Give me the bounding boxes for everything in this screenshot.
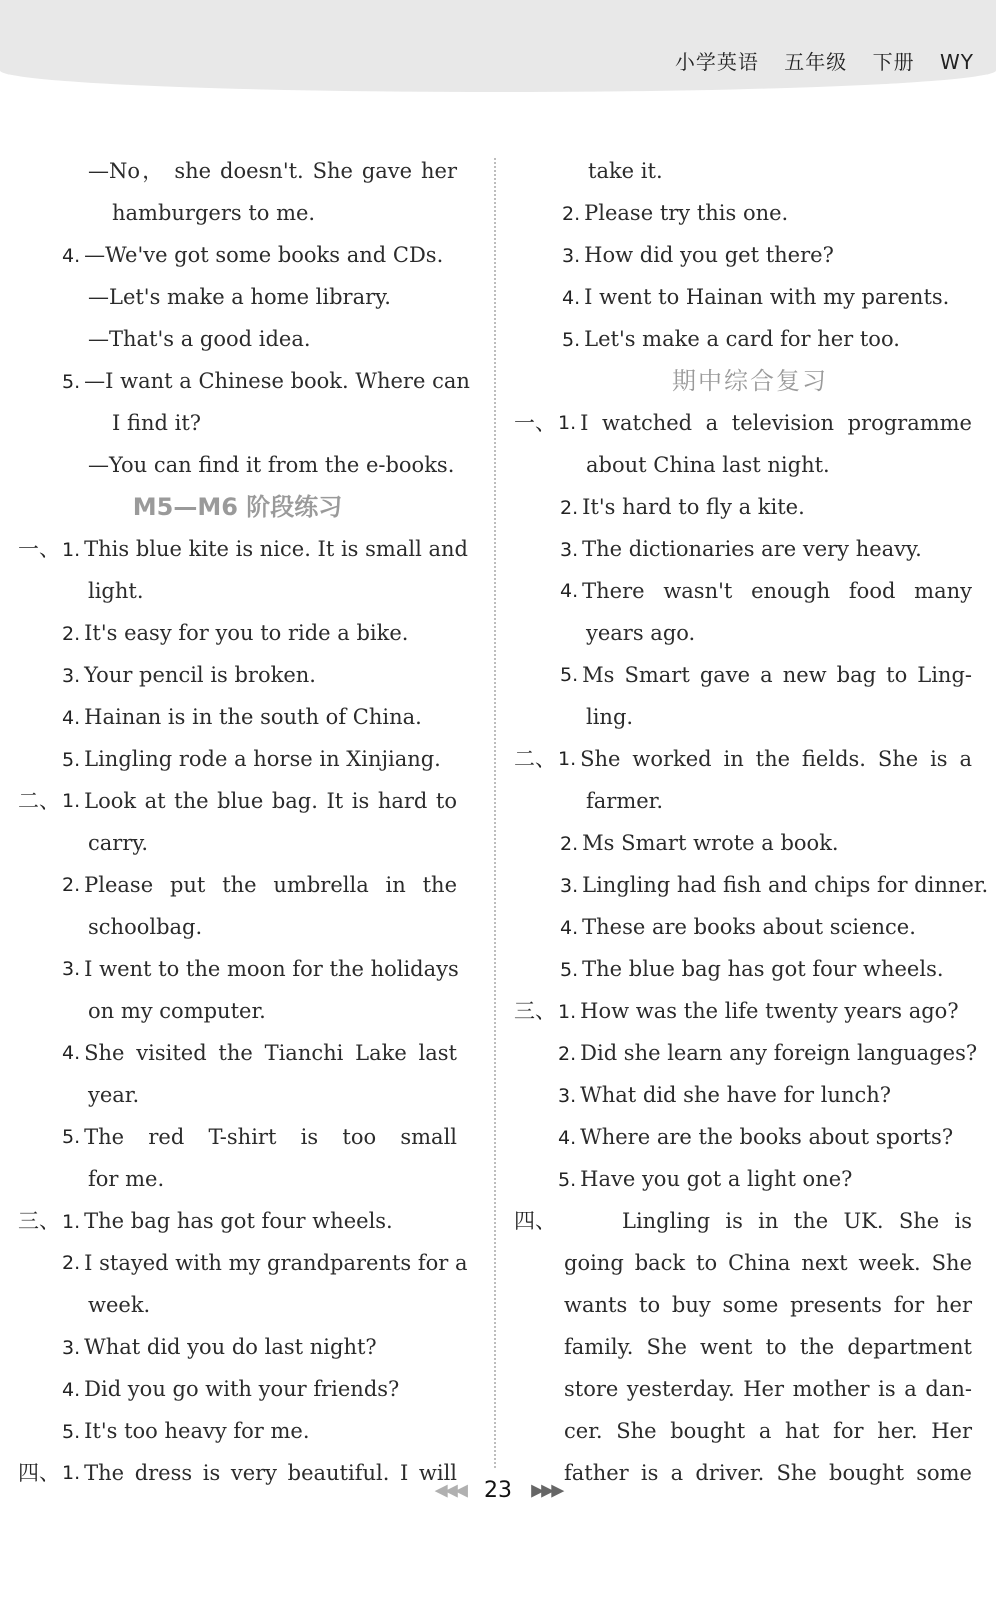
- answer-text: She worked in the fields. She is a: [580, 747, 972, 771]
- answer-text: How was the life twenty years ago?: [580, 999, 959, 1023]
- answer-line: [510, 612, 990, 654]
- column-divider: [494, 158, 496, 1468]
- answer-text: wants to buy some presents for her: [564, 1293, 972, 1317]
- answer-line: [510, 150, 990, 192]
- item-number: 2.: [62, 623, 81, 645]
- answer-line: [0, 948, 475, 990]
- answer-text: Please try this one.: [584, 201, 789, 225]
- answer-text: year.: [88, 1083, 140, 1107]
- item-number: 1.: [558, 412, 577, 434]
- answer-line: [510, 822, 990, 864]
- item-number: 5.: [558, 1169, 577, 1191]
- item-number: 4.: [558, 1127, 577, 1149]
- item-number: 5.: [62, 1421, 81, 1443]
- answer-line: [0, 318, 475, 360]
- answer-text: I stayed with my grandparents for a: [84, 1251, 468, 1275]
- answer-text: take it.: [588, 159, 663, 183]
- answer-text: Your pencil is broken.: [84, 663, 316, 687]
- book-title: 小学英语 五年级 下册 WY: [674, 50, 974, 74]
- answer-line: [0, 1284, 475, 1326]
- item-number: 5.: [62, 1126, 81, 1148]
- section-heading: M5—M6 阶段练习: [132, 493, 343, 521]
- answer-text: Lingling rode a horse in Xinjiang.: [84, 747, 441, 771]
- answer-text: Lingling had fish and chips for dinner.: [582, 873, 989, 897]
- item-number: 4.: [62, 707, 81, 729]
- page-header: [0, 0, 996, 92]
- answer-text: store yesterday. Her mother is a dan-: [564, 1377, 972, 1401]
- item-number: 3.: [560, 539, 579, 561]
- answer-text: —You can find it from the e-books.: [88, 453, 455, 477]
- answer-text: —We've got some books and CDs.: [84, 243, 444, 267]
- answer-line: [510, 906, 990, 948]
- answer-line: [0, 696, 475, 738]
- answer-line: [510, 570, 990, 612]
- item-number: 2.: [562, 203, 581, 225]
- answer-line: [510, 1284, 990, 1326]
- answer-line: [510, 1032, 990, 1074]
- answer-text: father is a driver. She bought some: [564, 1461, 972, 1485]
- answer-text: —I want a Chinese book. Where can: [84, 369, 470, 393]
- answer-line: [0, 612, 475, 654]
- answer-line: [0, 276, 475, 318]
- answer-line: [510, 234, 990, 276]
- answer-line: [510, 738, 990, 780]
- answer-line: [510, 948, 990, 990]
- item-number: 2.: [560, 833, 579, 855]
- answer-text: farmer.: [586, 789, 664, 813]
- answer-text: Hainan is in the south of China.: [84, 705, 422, 729]
- answer-text: light.: [88, 579, 144, 603]
- left-column: [0, 150, 475, 1494]
- answer-text: Have you got a light one?: [580, 1167, 853, 1191]
- section-marker: 二、: [514, 747, 556, 771]
- answer-line: [510, 444, 990, 486]
- answer-text: The bag has got four wheels.: [84, 1209, 393, 1233]
- answer-text: —Let's make a home library.: [88, 285, 391, 309]
- answer-line: [0, 444, 475, 486]
- answer-line: [510, 486, 990, 528]
- item-number: 1.: [62, 539, 81, 561]
- answer-line: [510, 318, 990, 360]
- answer-text: How did you get there?: [584, 243, 834, 267]
- item-number: 3.: [62, 958, 81, 980]
- answer-text: going back to China next week. She: [564, 1251, 972, 1275]
- item-number: 4.: [560, 580, 579, 602]
- answer-line: [510, 1116, 990, 1158]
- answer-line: [0, 1032, 475, 1074]
- answer-line: [510, 1074, 990, 1116]
- answer-text: It's too heavy for me.: [84, 1419, 310, 1443]
- answer-line: [0, 1116, 475, 1158]
- answer-text: Lingling is in the UK. She is: [622, 1209, 972, 1233]
- answer-line: [0, 1410, 475, 1452]
- answer-line: [0, 1326, 475, 1368]
- item-number: 2.: [62, 874, 81, 896]
- answer-line: [510, 696, 990, 738]
- item-number: 2.: [558, 1043, 577, 1065]
- answer-line: [510, 192, 990, 234]
- answer-text: —No， she doesn't. She gave her: [88, 159, 457, 183]
- answer-line: [510, 654, 990, 696]
- item-number: 1.: [62, 790, 81, 812]
- item-number: 1.: [558, 748, 577, 770]
- item-number: 5.: [560, 664, 579, 686]
- answer-line: [0, 402, 475, 444]
- answer-text: schoolbag.: [88, 915, 203, 939]
- answer-text: What did you do last night?: [84, 1335, 377, 1359]
- answer-text: I went to Hainan with my parents.: [584, 285, 950, 309]
- answer-text: There wasn't enough food many: [582, 579, 972, 603]
- section-heading: 期中综合复习: [672, 367, 828, 395]
- answer-text: Let's make a card for her too.: [584, 327, 900, 351]
- answer-text: for me.: [88, 1167, 165, 1191]
- page-footer: [0, 1478, 996, 1518]
- answer-text: Did you go with your friends?: [84, 1377, 400, 1401]
- right-column: [510, 150, 990, 1494]
- answer-text: week.: [88, 1293, 151, 1317]
- answer-line: [0, 528, 475, 570]
- answer-line: [0, 822, 475, 864]
- answer-line: [0, 1242, 475, 1284]
- section-marker: 三、: [514, 999, 556, 1023]
- answer-text: She visited the Tianchi Lake last: [84, 1041, 457, 1065]
- answer-text: This blue kite is nice. It is small and: [84, 537, 468, 561]
- answer-line: [510, 276, 990, 318]
- answer-line: [0, 360, 475, 402]
- answer-text: carry.: [88, 831, 149, 855]
- answer-text: The red T-shirt is too small: [84, 1125, 457, 1149]
- answer-line: [510, 528, 990, 570]
- item-number: 4.: [62, 1042, 81, 1064]
- item-number: 3.: [562, 245, 581, 267]
- answer-text: family. She went to the department: [564, 1335, 972, 1359]
- answer-text: I went to the moon for the holidays: [84, 957, 459, 981]
- answer-line: [0, 906, 475, 948]
- item-number: 3.: [560, 875, 579, 897]
- next-arrows-icon: ▶▶▶: [531, 1480, 562, 1501]
- answer-line: [510, 1326, 990, 1368]
- answer-text: I find it?: [112, 411, 202, 435]
- answer-text: years ago.: [586, 621, 696, 645]
- answer-text: What did she have for lunch?: [580, 1083, 892, 1107]
- answer-line: [510, 1158, 990, 1200]
- answer-text: Ms Smart gave a new bag to Ling-: [582, 663, 972, 687]
- answer-text: cer. She bought a hat for her. Her: [564, 1419, 972, 1443]
- answer-line: [0, 570, 475, 612]
- answer-text: I watched a television programme: [580, 411, 972, 435]
- answer-text: It's easy for you to ride a bike.: [84, 621, 409, 645]
- answer-text: Did she learn any foreign languages?: [580, 1041, 978, 1065]
- answer-text: —That's a good idea.: [88, 327, 311, 351]
- item-number: 1.: [558, 1001, 577, 1023]
- answer-line: [0, 990, 475, 1032]
- answer-text: Where are the books about sports?: [580, 1125, 954, 1149]
- answer-line: [510, 990, 990, 1032]
- item-number: 4.: [62, 1379, 81, 1401]
- item-number: 1.: [62, 1462, 81, 1484]
- answer-text: These are books about science.: [582, 915, 916, 939]
- item-number: 5.: [62, 749, 81, 771]
- item-number: 1.: [62, 1211, 81, 1233]
- answer-line: [0, 654, 475, 696]
- item-number: 3.: [558, 1085, 577, 1107]
- answer-line: [510, 1368, 990, 1410]
- answer-text: It's hard to fly a kite.: [582, 495, 805, 519]
- answer-line: [510, 1200, 990, 1242]
- answer-line: [0, 1074, 475, 1116]
- answer-line: [0, 1368, 475, 1410]
- answer-text: ling.: [586, 705, 634, 729]
- item-number: 4.: [62, 245, 81, 267]
- item-number: 4.: [562, 287, 581, 309]
- section-marker: 四、: [514, 1209, 556, 1233]
- answer-line: [510, 1242, 990, 1284]
- prev-arrows-icon: ◀◀◀: [434, 1480, 465, 1501]
- page-number: 23: [484, 1478, 512, 1503]
- answer-text: about China last night.: [586, 453, 830, 477]
- answer-line: [0, 864, 475, 906]
- answer-text: hamburgers to me.: [112, 201, 316, 225]
- answer-text: The dress is very beautiful. I will: [84, 1461, 457, 1485]
- answer-line: [0, 1158, 475, 1200]
- item-number: 3.: [62, 665, 81, 687]
- item-number: 2.: [560, 497, 579, 519]
- section-marker: 一、: [514, 411, 556, 435]
- answer-text: The dictionaries are very heavy.: [582, 537, 922, 561]
- answer-line: [0, 780, 475, 822]
- item-number: 3.: [62, 1337, 81, 1359]
- answer-text: Ms Smart wrote a book.: [582, 831, 839, 855]
- section-marker: 三、: [18, 1209, 60, 1233]
- section-marker: 一、: [18, 537, 60, 561]
- answer-line: [0, 150, 475, 192]
- answer-text: The blue bag has got four wheels.: [582, 957, 944, 981]
- answer-text: Look at the blue bag. It is hard to: [84, 789, 457, 813]
- section-marker: 二、: [18, 789, 60, 813]
- answer-line: [0, 192, 475, 234]
- answer-line: [510, 780, 990, 822]
- answer-line: [0, 738, 475, 780]
- answer-line: [510, 1410, 990, 1452]
- item-number: 2.: [62, 1252, 81, 1274]
- item-number: 4.: [560, 917, 579, 939]
- item-number: 5.: [62, 371, 81, 393]
- answer-line: [510, 402, 990, 444]
- section-marker: 四、: [18, 1461, 60, 1485]
- item-number: 5.: [562, 329, 581, 351]
- answer-line: [0, 1200, 475, 1242]
- answer-line: [510, 864, 990, 906]
- answer-text: on my computer.: [88, 999, 266, 1023]
- answer-line: [0, 234, 475, 276]
- item-number: 5.: [560, 959, 579, 981]
- answer-text: Please put the umbrella in the: [84, 873, 457, 897]
